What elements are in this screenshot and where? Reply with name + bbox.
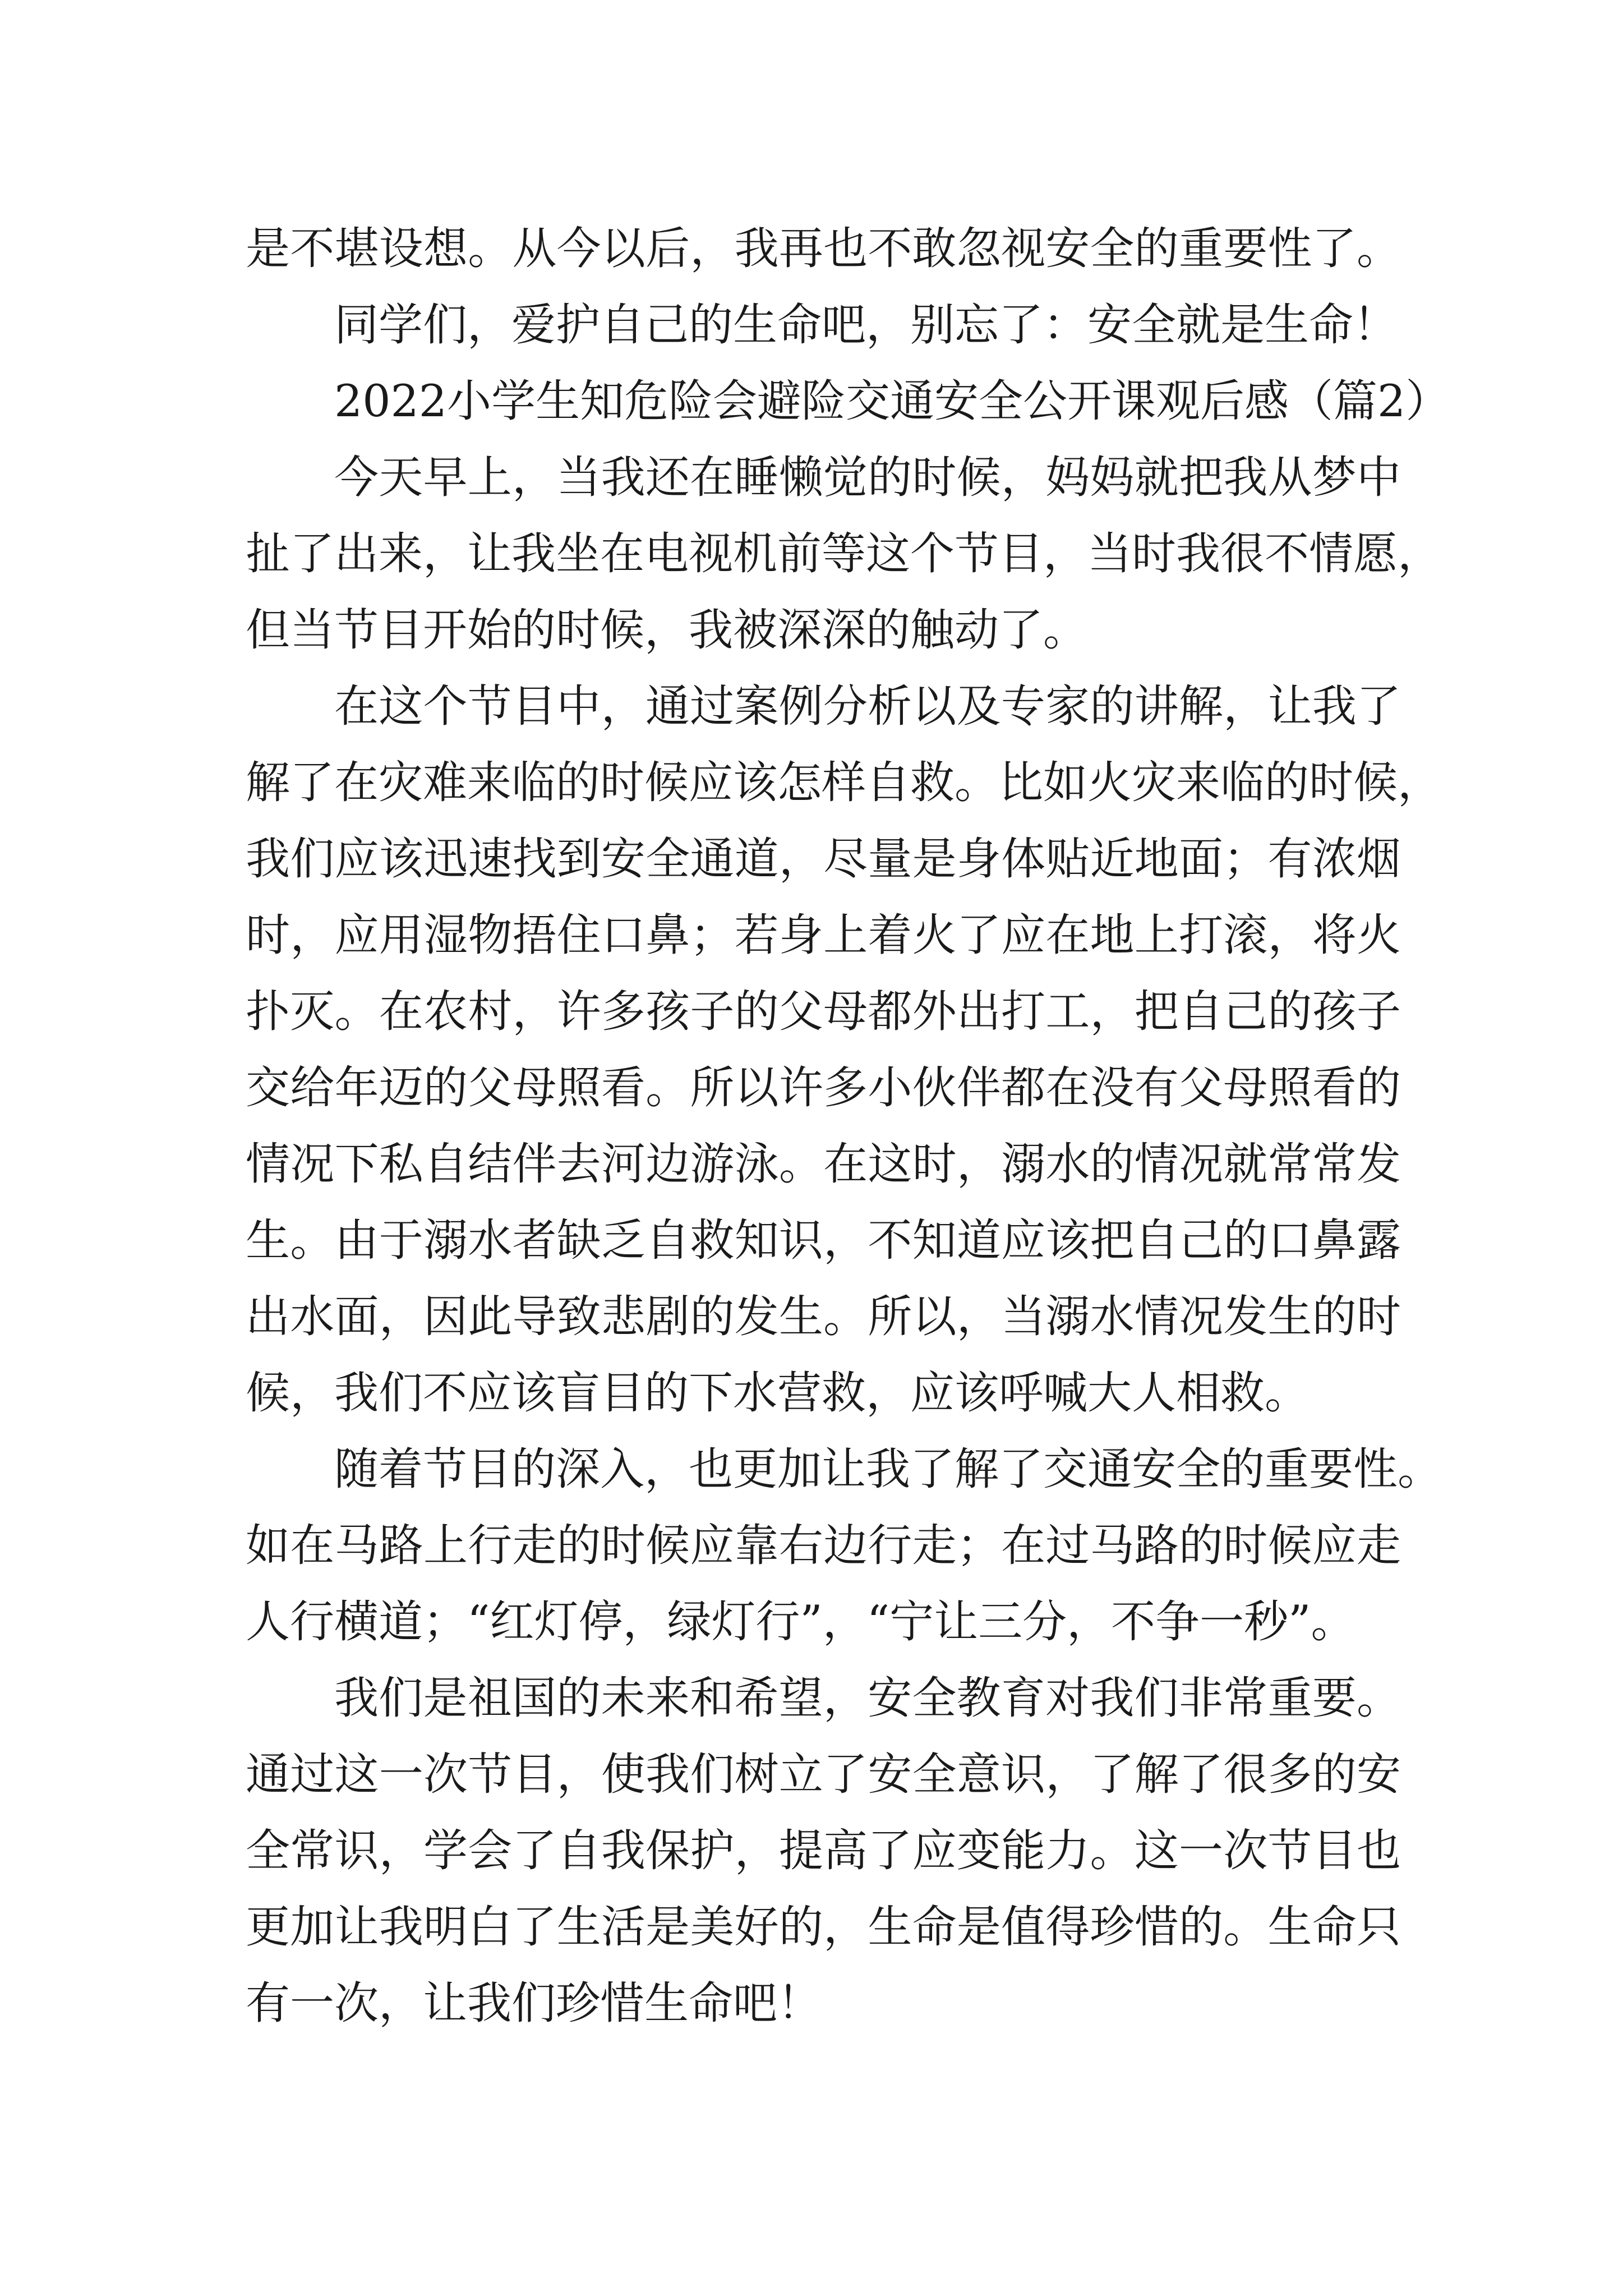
text-line: 如在马路上行走的时候应靠右边行走；在过马路的时候应走 [246,1520,1401,1571]
text-line: 在这个节目中，通过案例分析以及专家的讲解，让我了 [334,680,1401,732]
text-line: 解了在灾难来临的时候应该怎样自救。比如火灾来临的时候， [246,757,1442,808]
text-line: 出水面，因此导致悲剧的发生。所以，当溺水情况发生的时 [246,1291,1401,1342]
text-line: 情况下私自结伴去河边游泳。在这时，溺水的情况就常常发 [246,1138,1401,1190]
text-line: 人行横道；“红灯停，绿灯行”，“宁让三分，不争一秒”。 [246,1596,1355,1648]
text-line: 有一次，让我们珍惜生命吧！ [246,1977,822,2029]
text-line: 候，我们不应该盲目的下水营救，应该呼喊大人相救。 [246,1367,1309,1419]
text-line: 今天早上，当我还在睡懒觉的时候，妈妈就把我从梦中 [334,452,1401,503]
text-line: 我们是祖国的未来和希望，安全教育对我们非常重要。 [334,1672,1401,1724]
text-line: 扑灭。在农村，许多孩子的父母都外出打工，把自己的孩子 [246,986,1401,1037]
section-title: 2022小学生知危险会避险交通安全公开课观后感（篇2） [334,375,1450,427]
text-line: 生。由于溺水者缺乏自救知识，不知道应该把自己的口鼻露 [246,1214,1401,1266]
text-line: 交给年迈的父母照看。所以许多小伙伴都在没有父母照看的 [246,1062,1401,1114]
text-line: 随着节目的深入，也更加让我了解了交通安全的重要性。 [334,1443,1442,1495]
text-line: 是不堪设想。从今以后，我再也不敢忽视安全的重要性了。 [246,223,1401,274]
text-line: 同学们，爱护自己的生命吧，别忘了：安全就是生命！ [334,299,1398,351]
text-line: 扯了出来，让我坐在电视机前等这个节目，当时我很不情愿， [246,528,1442,579]
text-line: 时，应用湿物捂住口鼻；若身上着火了应在地上打滚，将火 [246,909,1401,961]
text-line: 全常识，学会了自我保护，提高了应变能力。这一次节目也 [246,1825,1401,1876]
text-line: 我们应该迅速找到安全通道，尽量是身体贴近地面；有浓烟 [246,833,1401,885]
text-line: 但当节目开始的时候，我被深深的触动了。 [246,604,1087,656]
text-line: 更加让我明白了生活是美好的，生命是值得珍惜的。生命只 [246,1901,1401,1953]
text-line: 通过这一次节目，使我们树立了安全意识，了解了很多的安 [246,1749,1401,1800]
document-body [246,210,1450,2041]
